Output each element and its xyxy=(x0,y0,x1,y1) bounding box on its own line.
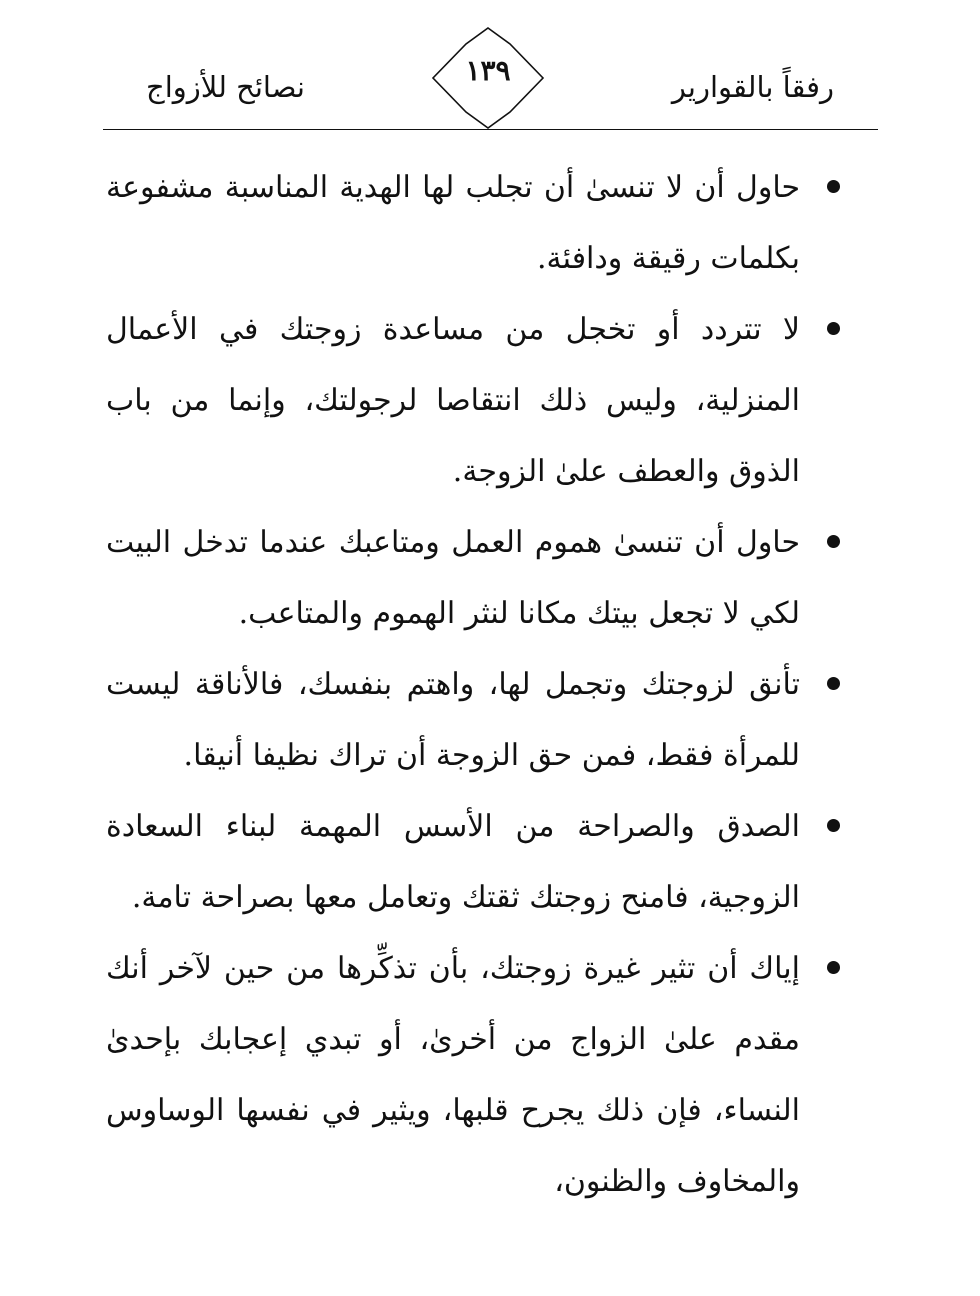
list-item xyxy=(106,791,842,933)
header-divider xyxy=(103,129,878,130)
list-item-text: لا تتردد أو تخجل من مساعدة زوجتك في الأعمال المنزلية، وليس ذلك انتقاصا لرجولتك، وإنما من باب الذوق والعطف علىٰ الزوجة. xyxy=(106,312,800,489)
list-item-text: الصدق والصراحة من الأسس المهمة لبناء السعادة الزوجية، فامنح زوجتك ثقتك وتعامل معها بصراحة تامة. xyxy=(106,809,800,915)
page-number-badge xyxy=(429,24,547,132)
list-item xyxy=(106,294,842,507)
bullet-icon xyxy=(827,677,840,690)
list-item xyxy=(106,933,842,1217)
page-number: ١٣٩ xyxy=(465,54,511,87)
list-item xyxy=(106,507,842,649)
list-item xyxy=(106,152,842,294)
bullet-icon xyxy=(827,535,840,548)
list-item-text: حاول أن تنسىٰ هموم العمل ومتاعبك عندما تدخل البيت لكي لا تجعل بيتك مكانا لنثر الهموم والمتاعب. xyxy=(106,525,800,631)
bullet-icon xyxy=(827,322,840,335)
book-title: رفقاً بالقوارير xyxy=(671,70,834,104)
list-item-text: إياك أن تثير غيرة زوجتك، بأن تذكِّرها من حين لآخر أنك مقدم علىٰ الزواج من أخرىٰ، أو تبدي إعجابك بإحدىٰ النساء، فإن ذلك يجرح قلبها، ويثير في نفسها الوساوس والمخاوف والظنون، xyxy=(106,951,800,1199)
bullet-icon xyxy=(827,961,840,974)
list-item-text: حاول أن لا تنسىٰ أن تجلب لها الهدية المناسبة مشفوعة بكلمات رقيقة ودافئة. xyxy=(106,170,800,276)
bullet-icon xyxy=(827,819,840,832)
bullet-icon xyxy=(827,180,840,193)
chapter-title: نصائح للأزواج xyxy=(146,70,305,104)
list-item xyxy=(106,649,842,791)
advice-list xyxy=(106,152,842,1217)
list-item-text: تأنق لزوجتك وتجمل لها، واهتم بنفسك، فالأناقة ليست للمرأة فقط، فمن حق الزوجة أن تراك نظيفا أنيقا. xyxy=(106,667,800,773)
